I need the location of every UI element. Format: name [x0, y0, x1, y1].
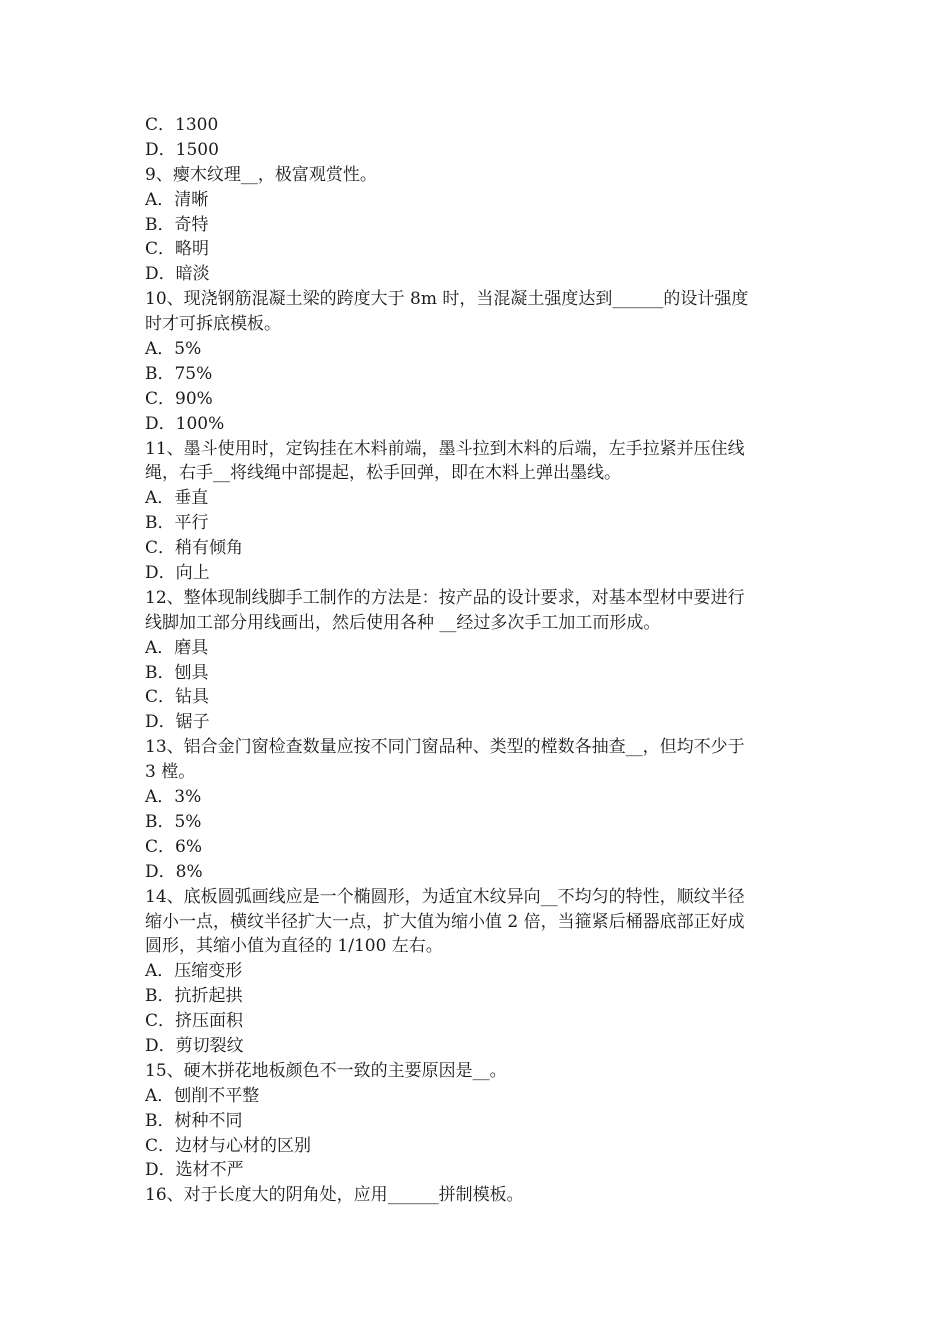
- option-c-q8: C．1300: [145, 115, 219, 135]
- question-14-line-2: 缩小一点，横纹半径扩大一点，扩大值为缩小值 2 倍，当箍紧后桶器底部正好成: [145, 911, 745, 932]
- option-d-q9: D．暗淡: [145, 264, 210, 285]
- option-d-q10: D．100%: [145, 413, 225, 434]
- question-11-line-2: 绳，右手__将线绳中部提起，松手回弹，即在木料上弹出墨线。: [145, 463, 621, 484]
- option-a-q11: A．垂直: [145, 488, 209, 509]
- option-a-q14: A．压缩变形: [145, 961, 243, 982]
- option-c-q12: C．钻具: [145, 687, 210, 708]
- option-d-q8: D．1500: [145, 139, 219, 160]
- option-b-q10: B．75%: [145, 363, 213, 384]
- question-16: 16、对于长度大的阴角处，应用______拼制模板。: [145, 1185, 524, 1206]
- option-d-q14: D．剪切裂纹: [145, 1035, 244, 1056]
- option-b-q9: B．奇特: [145, 214, 209, 235]
- question-10-line-1: 10、现浇钢筋混凝土梁的跨度大于 8m 时，当混凝土强度达到______的设计强度: [145, 289, 749, 310]
- option-c-q11: C．稍有倾角: [145, 538, 244, 559]
- question-15: 15、硬木拼花地板颜色不一致的主要原因是__。: [145, 1060, 507, 1081]
- question-13-line-2: 3 樘。: [145, 762, 196, 783]
- option-d-q12: D．锯子: [145, 712, 210, 733]
- option-b-q13: B．5%: [145, 811, 202, 832]
- option-d-q15: D．选材不严: [145, 1160, 244, 1181]
- option-b-q14: B．抗折起拱: [145, 986, 243, 1007]
- option-c-q14: C．挤压面积: [145, 1011, 244, 1032]
- option-b-q15: B．树种不同: [145, 1110, 243, 1131]
- option-b-q11: B．平行: [145, 513, 209, 534]
- question-9: 9、瘿木纹理__，极富观赏性。: [145, 164, 377, 185]
- question-12-line-2: 线脚加工部分用线画出，然后使用各种 __经过多次手工加工而形成。: [145, 612, 661, 633]
- question-10-line-2: 时才可拆底模板。: [145, 314, 281, 335]
- option-a-q13: A．3%: [145, 787, 202, 808]
- option-d-q13: D．8%: [145, 861, 203, 882]
- document-body: [145, 113, 810, 1208]
- option-a-q10: A．5%: [145, 339, 202, 360]
- option-a-q15: A．刨削不平整: [145, 1085, 260, 1106]
- option-c-q13: C．6%: [145, 836, 202, 857]
- option-c-q15: C．边材与心材的区别: [145, 1135, 312, 1156]
- option-d-q11: D．向上: [145, 563, 210, 584]
- option-c-q9: C．略明: [145, 239, 210, 260]
- question-14-line-1: 14、底板圆弧画线应是一个椭圆形，为适宜木纹异向__不均匀的特性，顺纹半径: [145, 886, 745, 907]
- question-14-line-3: 圆形，其缩小值为直径的 1/100 左右。: [145, 936, 443, 957]
- question-13-line-1: 13、铝合金门窗检查数量应按不同门窗品种、类型的樘数各抽查__，但均不少于: [145, 737, 745, 758]
- question-12-line-1: 12、整体现制线脚手工制作的方法是：按产品的设计要求，对基本型材中要进行: [145, 587, 745, 608]
- option-c-q10: C．90%: [145, 388, 213, 409]
- option-b-q12: B．刨具: [145, 662, 209, 683]
- option-a-q9: A．清晰: [145, 189, 209, 210]
- option-a-q12: A．磨具: [145, 637, 209, 658]
- question-11-line-1: 11、墨斗使用时，定钩挂在木料前端，墨斗拉到木料的后端，左手拉紧并压住线: [145, 438, 745, 459]
